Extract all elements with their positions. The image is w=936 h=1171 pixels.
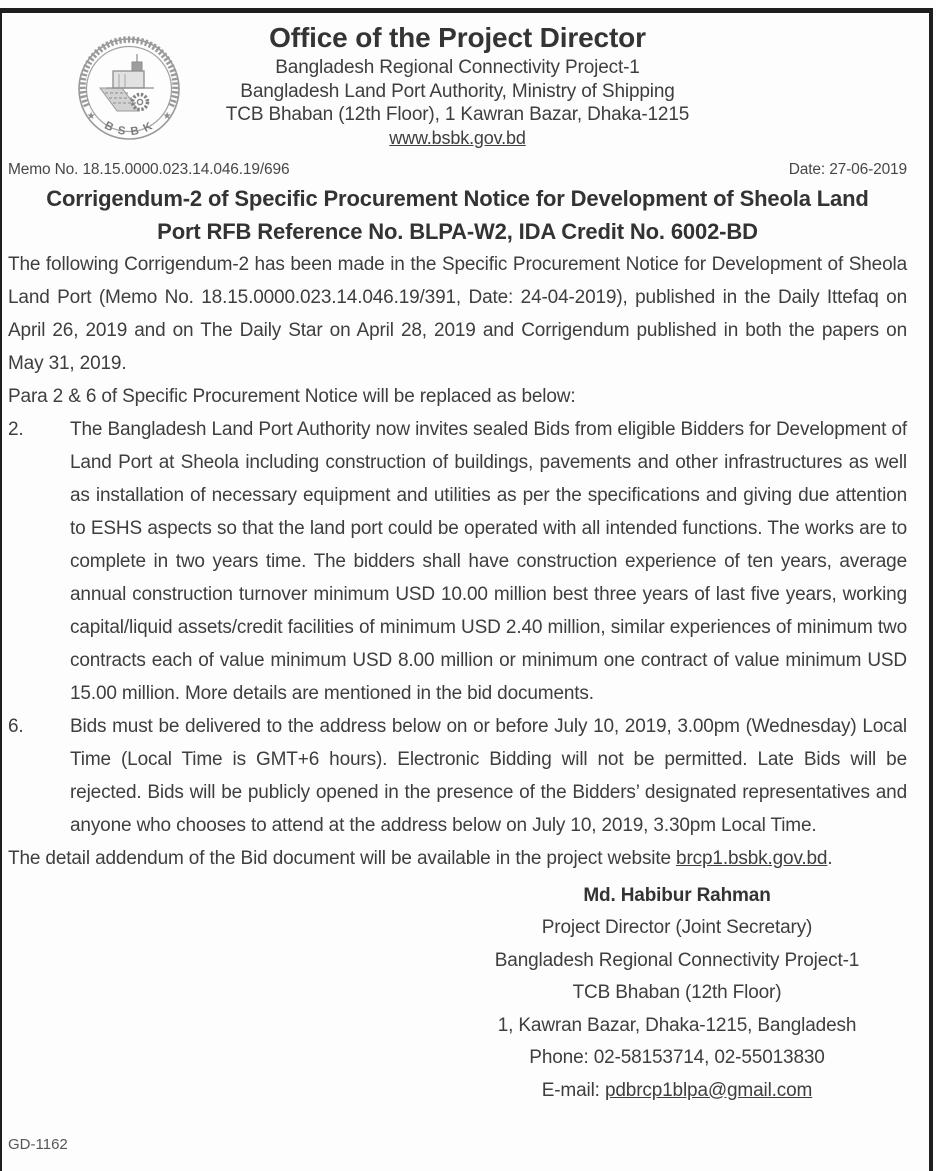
email-link[interactable]: pdbrcp1blpa@gmail.com	[604, 1079, 813, 1101]
addendum-period: .	[827, 847, 833, 869]
seal-gear-icon	[133, 95, 148, 110]
seal-star-left-icon: ★	[86, 111, 96, 122]
org-line-address: TCB Bhaban (12th Floor), 1 Kawran Bazar, Dhaka-1215	[225, 104, 690, 125]
signature-block	[461, 880, 893, 1108]
item-text-para2: The Bangladesh Land Port Authority now invites sealed Bids from eligible Bidders for Development of Land Port at Sheola including construction of buildings, pavements and other infrastructures as well as installation of necessary equipment and utilities as per the specifications and giving due attention to ESHS aspects so that the land port could be operated with all intended functions. The works are to complete in two years time. The bidders shall have construction experience of ten years, average annual construction turnover minimum USD 10.00 million best three years of last five years, working capital/liquid assets/credit facilities of minimum USD 2.40 million, similar experiences of minimum two contracts each of value minimum USD 8.00 million or minimum one contract of value minimum USD 15.00 million. More details are mentioned in the bid documents.	[70, 418, 907, 704]
memo-number: Memo No. 18.15.0000.023.14.046.19/696	[8, 160, 290, 178]
replacement-line: Para 2 & 6 of Specific Procurement Notice will be replaced as below:	[8, 385, 576, 407]
item-number: 6.	[8, 715, 24, 737]
memo-row	[8, 161, 907, 179]
signatory-address: 1, Kawran Bazar, Dhaka-1215, Bangladesh	[497, 1014, 857, 1036]
seal-acronym: B S B K	[102, 119, 156, 139]
seal-star-right-icon: ★	[162, 111, 172, 122]
notice-title-line1: Corrigendum-2 of Specific Procurement Notice for Development of Sheola Land	[46, 185, 869, 211]
email-label: E-mail:	[541, 1079, 605, 1101]
item-text-para6: Bids must be delivered to the address below on or before July 10, 2019, 3.00pm (Wednesday) Local Time (Local Time is GMT+6 hours). Electronic Bidding will not be permitted. Late Bids will be rejected. Bids will be publicly opened in the presence of the Bidders’ designated representatives and anyone who chooses to attend at the address below on July 10, 2019, 3.30pm Local Time.	[70, 715, 907, 836]
bslpa-seal-logo	[76, 36, 182, 142]
list-item-para2	[8, 413, 907, 710]
office-title: Office of the Project Director	[269, 22, 646, 53]
seal-inner-ring	[87, 47, 172, 132]
signatory-phone: Phone: 02-58153714, 02-55013830	[529, 1047, 825, 1068]
signatory-name: Md. Habibur Rahman	[583, 884, 771, 906]
website-link[interactable]: www.bsbk.gov.bd	[389, 127, 526, 148]
project-website-link[interactable]: brcp1.bsbk.gov.bd	[676, 847, 828, 869]
notice-title	[8, 182, 907, 248]
addendum-line	[8, 842, 907, 875]
list-item-para6	[8, 710, 907, 842]
ad-code: GD-1162	[8, 1136, 68, 1153]
signatory-organization: Bangladesh Regional Connectivity Project-1	[494, 949, 860, 971]
org-line-project: Bangladesh Regional Connectivity Project-1	[275, 57, 640, 78]
addendum-text: The detail addendum of the Bid document will be available in the project website	[8, 847, 677, 869]
signatory-designation: Project Director (Joint Secretary)	[541, 917, 813, 938]
signatory-building: TCB Bhaban (12th Floor)	[572, 982, 782, 1003]
item-number: 2.	[8, 418, 24, 440]
signatory-email-line	[461, 1075, 893, 1108]
org-line-authority: Bangladesh Land Port Authority, Ministry of Shipping	[240, 80, 675, 102]
seal-landport-emblem	[100, 54, 154, 111]
document-content	[2, 13, 929, 1171]
memo-date: Date: 27-06-2019	[788, 160, 907, 178]
letterhead	[8, 22, 907, 150]
notice-title-line2: Port RFB Reference No. BLPA-W2, IDA Credit No. 6002-BD	[157, 218, 758, 244]
intro-paragraph: The following Corrigendum-2 has been made in the Specific Procurement Notice for Development of Sheola Land Port (Memo No. 18.15.0000.023.14.046.19/391, Date: 24-04-2019), published in the Daily Ittefaq on April 26, 2019 and on The Daily Star on April 28, 2019 and Corrigendum published in both the papers on May 31, 2019.	[8, 253, 907, 374]
